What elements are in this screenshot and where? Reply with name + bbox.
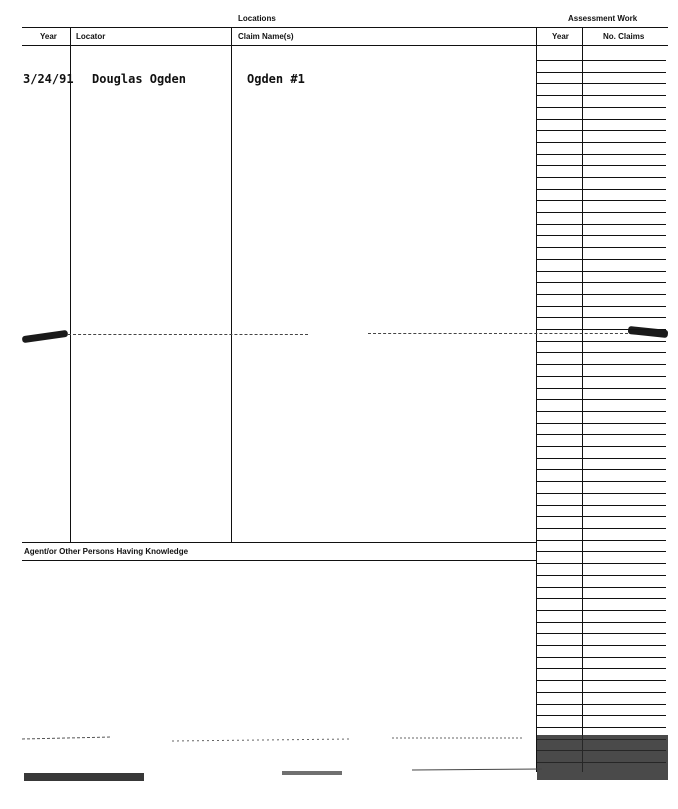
year-locator-divider bbox=[70, 27, 71, 542]
assessment-year-column-header: Year bbox=[552, 32, 569, 41]
assessment-row-line bbox=[537, 598, 666, 599]
assessment-row-line bbox=[537, 306, 666, 307]
assessment-row-line bbox=[537, 329, 666, 330]
assessment-row-line bbox=[537, 224, 666, 225]
assessment-row-line bbox=[537, 189, 666, 190]
assessment-row-line bbox=[537, 83, 666, 84]
assessment-row-line bbox=[537, 364, 666, 365]
locator-column-header: Locator bbox=[76, 32, 106, 41]
entry-locator: Douglas Ogden bbox=[92, 72, 186, 86]
assessment-row-line bbox=[537, 469, 666, 470]
assessment-row-line bbox=[537, 235, 666, 236]
agent-section-header: Agent/or Other Persons Having Knowledge bbox=[24, 547, 189, 556]
top-rule bbox=[22, 27, 668, 28]
assessment-row-line bbox=[537, 575, 666, 576]
scan-noise-graphic bbox=[22, 735, 668, 795]
assessment-row-line bbox=[537, 528, 666, 529]
locations-header: Locations bbox=[238, 14, 276, 23]
assessment-row-line bbox=[537, 680, 666, 681]
assessment-row-line bbox=[537, 317, 666, 318]
no-claims-column-header: No. Claims bbox=[603, 32, 645, 41]
agent-section-top-rule bbox=[22, 542, 537, 543]
fold-crease-line-right bbox=[368, 333, 628, 335]
assessment-row-line bbox=[537, 668, 666, 669]
assessment-row-line bbox=[537, 622, 666, 623]
assessment-row-line bbox=[537, 399, 666, 400]
assessment-row-line bbox=[537, 130, 666, 131]
assessment-row-line bbox=[537, 434, 666, 435]
claim-names-column-header: Claim Name(s) bbox=[238, 32, 294, 41]
column-header-rule bbox=[22, 45, 668, 46]
assessment-row-line bbox=[537, 60, 666, 61]
assessment-row-line bbox=[537, 341, 666, 342]
assessment-row-line bbox=[537, 551, 666, 552]
assessment-row-line bbox=[537, 610, 666, 611]
assessment-row-line bbox=[537, 692, 666, 693]
assessment-row-line bbox=[537, 540, 666, 541]
assessment-row-line bbox=[537, 119, 666, 120]
assessment-row-line bbox=[537, 481, 666, 482]
assessment-row-line bbox=[537, 657, 666, 658]
assessment-row-line bbox=[537, 200, 666, 201]
agent-section-label-rule bbox=[22, 560, 537, 561]
assessment-row-line bbox=[537, 95, 666, 96]
year-column-header: Year bbox=[40, 32, 57, 41]
assessment-row-line bbox=[537, 727, 666, 728]
assessment-row-line bbox=[537, 72, 666, 73]
assessment-row-line bbox=[537, 645, 666, 646]
assessment-row-line bbox=[537, 715, 666, 716]
assessment-row-line bbox=[537, 493, 666, 494]
assessment-row-line bbox=[537, 516, 666, 517]
assessment-work-header: Assessment Work bbox=[568, 14, 638, 23]
entry-year: 3/24/91 bbox=[23, 72, 74, 86]
assessment-row-line bbox=[537, 142, 666, 143]
assessment-row-line bbox=[537, 411, 666, 412]
assessment-row-line bbox=[537, 458, 666, 459]
entry-claim-name: Ogden #1 bbox=[247, 72, 305, 86]
locator-claim-divider bbox=[231, 27, 232, 542]
assessment-row-line bbox=[537, 704, 666, 705]
assessment-row-line bbox=[537, 154, 666, 155]
assessment-row-line bbox=[537, 587, 666, 588]
assessment-row-line bbox=[537, 271, 666, 272]
fold-crease-line bbox=[68, 334, 308, 336]
assessment-row-line bbox=[537, 282, 666, 283]
assessment-row-line bbox=[537, 107, 666, 108]
assessment-row-line bbox=[537, 165, 666, 166]
assessment-row-line bbox=[537, 563, 666, 564]
assessment-row-line bbox=[537, 446, 666, 447]
assessment-row-line bbox=[537, 247, 666, 248]
assessment-row-line bbox=[537, 212, 666, 213]
assessment-row-line bbox=[537, 177, 666, 178]
scan-noise-bottom bbox=[22, 735, 668, 795]
assessment-row-line bbox=[537, 423, 666, 424]
assessment-row-line bbox=[537, 259, 666, 260]
assessment-row-line bbox=[537, 505, 666, 506]
assessment-row-line bbox=[537, 352, 666, 353]
assessment-row-line bbox=[537, 376, 666, 377]
right-ink-smear bbox=[628, 326, 669, 338]
left-ink-smear bbox=[22, 330, 69, 343]
assessment-row-line bbox=[537, 633, 666, 634]
assessment-row-line bbox=[537, 388, 666, 389]
assessment-row-line bbox=[537, 294, 666, 295]
